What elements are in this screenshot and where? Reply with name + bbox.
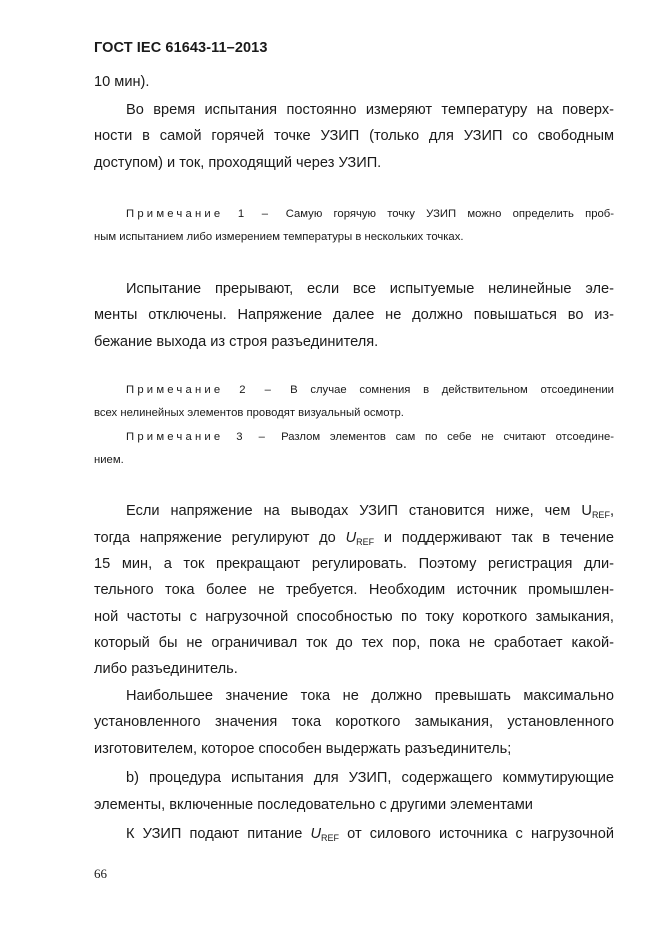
text-line: элементы, включенные последовательно с другими элементами (94, 797, 533, 813)
page-number: 66 (94, 866, 107, 881)
subscript: REF (591, 510, 610, 520)
text-line: бежание выхода из строя разъединителя. (94, 334, 379, 350)
note-line: ным испытанием либо измерением температуры в нескольких точках. (94, 231, 464, 243)
text-line: изготовителем, которое способен выдержать разъединитель; (94, 741, 512, 757)
text-line: ности в самой горячей точке УЗИП (только для УЗИП со свободным (94, 128, 614, 144)
subscript: REF (321, 833, 340, 843)
note-line: всех нелинейных элементов проводят визуальный осмотр. (94, 407, 404, 419)
note-3 (126, 430, 614, 444)
text-line: доступом) и ток, проходящий через УЗИП. (94, 155, 382, 171)
symbol-u: U (345, 530, 357, 546)
note-1 (126, 207, 614, 221)
text-line: Испытание прерывают, если все испытуемые нелинейные эле- (126, 281, 614, 297)
text-line: ной частоты с нагрузочной способностью по току короткого замыкания, (94, 609, 614, 625)
text-line: который бы не ограничивал ток до тех пор, пока не сработает какой- (94, 635, 614, 651)
note-label: Примечание 1 – (126, 208, 286, 220)
text-line: установленного значения тока короткого замыкания, установленного (94, 714, 614, 730)
symbol-u: U (310, 826, 322, 842)
text-line: b) процедура испытания для УЗИП, содержащего коммутирующие (126, 770, 614, 786)
note-2 (126, 383, 614, 397)
subscript: REF (356, 537, 375, 547)
text-line: Наибольшее значение тока не должно превышать максимально (126, 688, 614, 704)
note-text: Разлом элементов сам по себе не считают отсоедине- (281, 431, 614, 443)
note-label: Примечание 2 – (126, 384, 291, 396)
text-line: 15 мин, а ток прекращают регулировать. Поэтому регистрация дли- (94, 556, 614, 572)
note-label: Примечание 3 – (126, 431, 282, 443)
text-line: тельного тока более не требуется. Необходим источник промышлен- (94, 582, 614, 598)
note-text: Самую горячую точку УЗИП можно определить проб- (285, 208, 614, 220)
text-line: 10 мин). (94, 74, 150, 90)
text-line: менты отключены. Напряжение далее не должно повышаться во из- (94, 307, 614, 323)
text-run: и поддерживают так в течение (374, 530, 614, 546)
text-run: , (609, 503, 614, 519)
document-header: ГОСТ IEC 61643-11–2013 (94, 40, 268, 56)
note-line: нием. (94, 454, 124, 466)
text-run: Если напряжение на выводах УЗИП становится ниже, чем U (126, 503, 592, 519)
text-run: К УЗИП подают питание (126, 826, 311, 842)
text-run: от силового источника с нагрузочной (339, 826, 614, 842)
note-text: В случае сомнения в действительном отсоединении (290, 384, 614, 396)
text-line (126, 826, 614, 842)
text-line: Во время испытания постоянно измеряют температуру на поверх- (126, 102, 614, 118)
text-line: либо разъединитель. (94, 661, 238, 677)
text-line (94, 530, 614, 546)
text-run: тогда напряжение регулируют до (94, 530, 346, 546)
text-line (126, 503, 614, 519)
